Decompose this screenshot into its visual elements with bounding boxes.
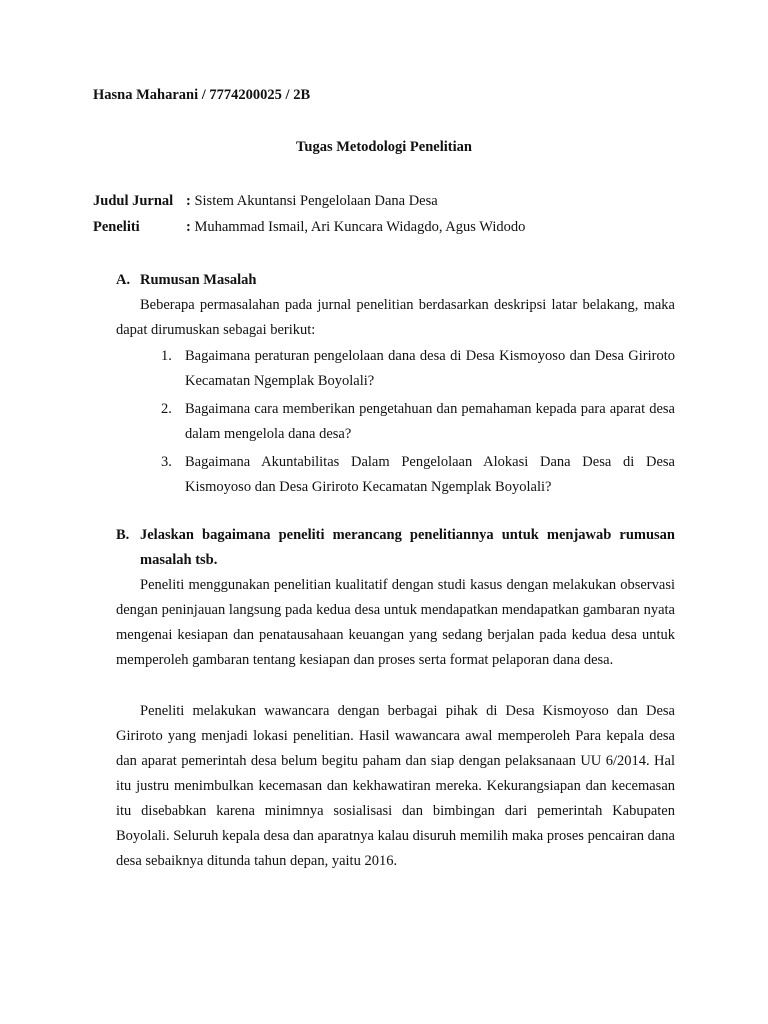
list-item-number: 3. — [161, 454, 172, 470]
section-a-letter: A. — [116, 272, 131, 288]
judul-label: Judul Jurnal — [93, 193, 174, 209]
peneliti-label: Peneliti — [93, 219, 140, 235]
list-item-text: Bagaimana Akuntabilitas Dalam Pengelolaan Alokasi Dana Desa di Desa Kismoyoso dan Desa Giriroto Kecamatan Ngemplak Boyolali? — [185, 454, 675, 495]
list-item-text: Bagaimana peraturan pengelolaan dana desa di Desa Kismoyoso dan Desa Giriroto Kecamatan Ngemplak Boyolali? — [185, 348, 675, 389]
peneliti-colon: : — [186, 219, 191, 235]
student-header: Hasna Maharani / 7774200025 / 2B — [93, 87, 311, 103]
problem-list — [116, 344, 675, 500]
list-item-number: 2. — [161, 401, 172, 417]
list-item — [116, 450, 675, 500]
list-item-text: Bagaimana cara memberikan pengetahuan dan pemahaman kepada para aparat desa dalam mengelola dana desa? — [185, 401, 675, 442]
section-a-heading: Rumusan Masalah — [140, 272, 257, 288]
list-item — [116, 397, 675, 447]
section-b-header — [116, 523, 675, 573]
section-a-intro: Beberapa permasalahan pada jurnal penelitian berdasarkan deskripsi latar belakang, maka dapat dirumuskan sebagai berikut: — [116, 297, 675, 338]
section-b-letter: B. — [116, 527, 130, 543]
judul-value: Sistem Akuntansi Pengelolaan Dana Desa — [194, 193, 438, 209]
page-title: Tugas Metodologi Penelitian — [296, 139, 472, 155]
list-item-number: 1. — [161, 348, 172, 364]
meta-judul-row — [93, 193, 438, 210]
peneliti-value: Muhammad Ismail, Ari Kuncara Widagdo, Agus Widodo — [194, 219, 526, 235]
list-item — [116, 344, 675, 394]
meta-peneliti-row — [93, 219, 525, 236]
section-b-heading: Jelaskan bagaimana peneliti merancang penelitiannya untuk menjawab rumusan masalah tsb. — [140, 527, 675, 568]
section-b-paragraph-2: Peneliti melakukan wawancara dengan berbagai pihak di Desa Kismoyoso dan Desa Giriroto yang menjadi lokasi penelitian. Hasil wawancara awal memperoleh Para kepala desa dan aparat pemerintah desa belum begitu paham dan siap dengan pelaksanaan UU 6/2014. Hal itu justru menimbulkan kecemasan dan kekhawatiran mereka. Kekurangsiapan dan kecemasan itu disebabkan karena minimnya sosialisasi dan bimbingan dari pemerintah Kabupaten Boyolali. Seluruh kepala desa dan aparatnya kalau disuruh memilih maka proses pencairan dana desa sebaiknya ditunda tahun depan, yaitu 2016. — [116, 703, 675, 869]
judul-colon: : — [186, 193, 191, 209]
section-b-paragraph-1: Peneliti menggunakan penelitian kualitatif dengan studi kasus dengan melakukan observasi dengan peninjauan langsung pada kedua desa untuk mendapatkan mendapatkan gambaran nyata mengenai kesiapan dan penatausahaan keuangan yang sedang berjalan pada kedua desa untuk memperoleh gambaran tentang kesiapan dan proses serta format pelaporan dana desa. — [116, 577, 675, 668]
